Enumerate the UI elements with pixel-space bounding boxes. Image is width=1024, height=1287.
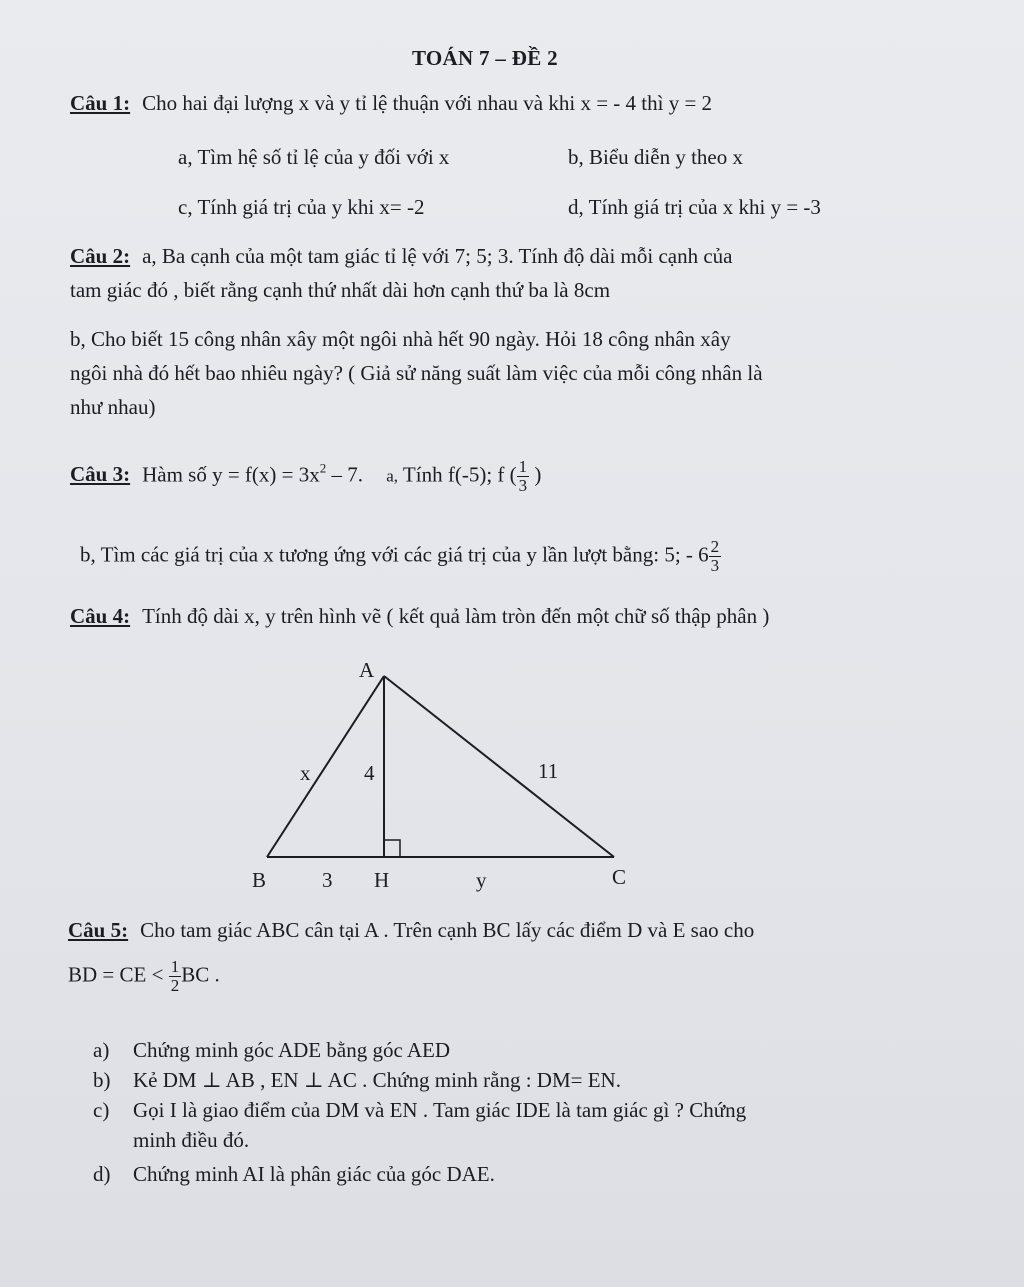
q2-b-line2: ngôi nhà đó hết bao nhiêu ngày? ( Giả sử năng suất làm việc của mỗi công nhân là bbox=[70, 361, 763, 385]
q1-part-a: a, Tìm hệ số tỉ lệ của y đối với x bbox=[178, 145, 450, 169]
q5-item-a bbox=[93, 1038, 450, 1063]
q1-part-b: b, Biểu diễn y theo x bbox=[568, 145, 743, 169]
q3-a-denominator: 3 bbox=[518, 476, 528, 495]
q3-func-exponent: 2 bbox=[319, 460, 327, 476]
q3-a-prefix: a, bbox=[386, 466, 399, 486]
q5-item-d-marker: d) bbox=[93, 1162, 111, 1186]
q5-item-d bbox=[93, 1162, 495, 1187]
q5-denominator: 2 bbox=[170, 976, 180, 995]
q3-a-numerator: 1 bbox=[518, 457, 528, 476]
q5-item-c-marker: c) bbox=[93, 1098, 110, 1122]
q2-b-line3: như nhau) bbox=[70, 395, 156, 419]
q5-numerator: 1 bbox=[170, 957, 180, 976]
q2-a-line2: tam giác đó , biết rằng cạnh thứ nhất dài hơn cạnh thứ ba là 8cm bbox=[70, 278, 611, 302]
label-y: y bbox=[476, 868, 487, 892]
label-bh-length: 3 bbox=[322, 868, 333, 892]
right-angle-mark bbox=[384, 840, 400, 857]
q1-part-c: c, Tính giá trị của y khi x= -2 bbox=[178, 195, 425, 219]
q1-text: Cho hai đại lượng x và y tỉ lệ thuận với nhau và khi x = - 4 thì y = 2 bbox=[142, 91, 713, 115]
q5-condition bbox=[68, 958, 220, 995]
q5-item-c bbox=[93, 1098, 746, 1123]
q2-b-line1: b, Cho biết 15 công nhân xây một ngôi nhà hết 90 ngày. Hỏi 18 công nhân xây bbox=[70, 327, 731, 351]
q2-a-line1: a, Ba cạnh của một tam giác tỉ lệ với 7; 5; 3. Tính độ dài mỗi cạnh của bbox=[142, 244, 733, 268]
q5-item-c-text: Gọi I là giao điểm của DM và EN . Tam giác IDE là tam giác gì ? Chứng bbox=[133, 1098, 747, 1122]
q5-text: Cho tam giác ABC cân tại A . Trên cạnh BC lấy các điểm D và E sao cho bbox=[140, 918, 755, 942]
q5-item-c-cont bbox=[93, 1128, 249, 1153]
q5-item-b-marker: b) bbox=[93, 1068, 111, 1092]
q5-item-b-text: Kẻ DM ⊥ AB , EN ⊥ AC . Chứng minh rằng : DM= EN. bbox=[133, 1068, 621, 1092]
q5-item-b bbox=[93, 1068, 621, 1093]
side-ac bbox=[384, 676, 614, 857]
q5-fraction bbox=[169, 958, 182, 995]
q5-line-1 bbox=[68, 918, 754, 943]
label-ac-length: 11 bbox=[538, 759, 559, 783]
label-c: C bbox=[612, 865, 627, 889]
q4-label: Câu 4: bbox=[70, 604, 131, 628]
label-a: A bbox=[359, 658, 375, 682]
q3-label: Câu 3: bbox=[70, 462, 131, 487]
q3-b-text: b, Tìm các giá trị của x tương ứng với các giá trị của y lần lượt bằng: 5; - 6 bbox=[80, 542, 709, 567]
page-title: TOÁN 7 – ĐỀ 2 bbox=[412, 46, 558, 70]
label-x: x bbox=[300, 761, 311, 785]
q5-item-c-cont-text: minh điều đó. bbox=[133, 1128, 250, 1152]
q5-cond-post: BC . bbox=[181, 962, 220, 987]
q5-label: Câu 5: bbox=[68, 918, 129, 942]
q1-label: Câu 1: bbox=[70, 91, 131, 115]
label-ah-length: 4 bbox=[364, 761, 375, 785]
q4-text: Tính độ dài x, y trên hình vẽ ( kết quả làm tròn đến một chữ số thập phân ) bbox=[142, 604, 770, 628]
q5-item-a-marker: a) bbox=[93, 1038, 110, 1062]
q5-item-d-text: Chứng minh AI là phân giác của góc DAE. bbox=[133, 1162, 495, 1186]
q3-b-numerator: 2 bbox=[710, 537, 720, 556]
q5-item-a-text: Chứng minh góc ADE bằng góc AED bbox=[133, 1038, 451, 1062]
q1-part-d: d, Tính giá trị của x khi y = -3 bbox=[568, 195, 821, 219]
q3-func-post: – 7. bbox=[326, 462, 364, 487]
label-b: B bbox=[252, 868, 267, 892]
q3-a-close: ) bbox=[529, 462, 542, 487]
q5-cond-pre: BD = CE < bbox=[68, 962, 169, 987]
q2-label: Câu 2: bbox=[70, 244, 131, 268]
q3-b-denominator: 3 bbox=[710, 556, 720, 575]
label-h: H bbox=[374, 868, 390, 892]
q3-func-pre: Hàm số y = f(x) = 3x bbox=[142, 462, 320, 487]
q3-a-text: Tính f(-5); f ( bbox=[398, 462, 517, 487]
